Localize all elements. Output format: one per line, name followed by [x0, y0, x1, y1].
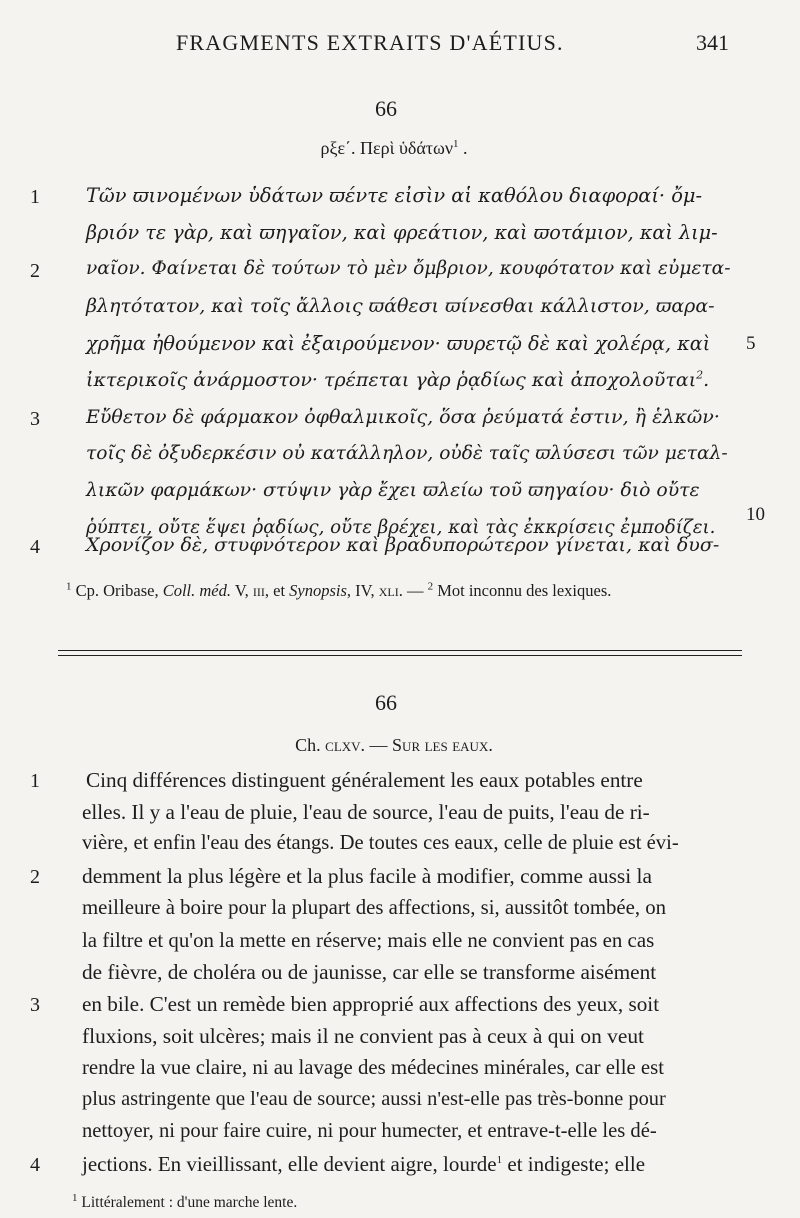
greek-section-number: 66 [375, 96, 397, 121]
french-line: rendre la vue claire, ni au lavage des médecines minérales, car elle est [82, 1056, 665, 1079]
greek-paragraph-number: 3 [30, 408, 40, 430]
french-line: meilleure à boire pour la plupart des affections, si, aussitôt tombée, on [82, 896, 667, 919]
greek-line: Εὔθετον δὲ φάρμακον ὀφθαλμικοῖς, ὅσα ῥεύματά ἐστιν, ἢ ἑλκῶν· [86, 406, 720, 428]
greek-margin-line-number: 5 [746, 333, 756, 354]
french-line: demment la plus légère et la plus facile à modifier, comme aussi la [82, 864, 652, 888]
greek-paragraph-number: 4 [30, 536, 40, 558]
french-footnote-mark: 1 [496, 1154, 503, 1166]
french-line: Cinq différences distinguent généralement les eaux potables entre [86, 768, 643, 792]
greek-line: ῥύπτει, οὔτε ἕψει ῥᾳδίως, οὔτε βρέχει, καὶ τὰς ἐκκρίσεις ἐμποδίζει. [86, 517, 716, 538]
greek-title-text: ρξε΄. Περὶ ὑδάτων [320, 138, 453, 158]
greek-paragraph-number: 1 [30, 186, 40, 208]
french-line: la filtre et qu'on la mette en réserve; mais elle ne convient pas en cas [82, 928, 655, 952]
french-line: en bile. C'est un remède bien approprié aux affections des yeux, soit [82, 992, 660, 1016]
french-section-number: 66 [375, 690, 397, 715]
greek-line: Χρονίζον δὲ, στυφνότερον καὶ βραδυπορώτερον γίνεται, καὶ δυσ- [86, 534, 720, 556]
greek-footnote-mark: 2 [696, 368, 704, 382]
french-line: vière, et enfin l'eau des étangs. De toutes ces eaux, celle de pluie est évi- [82, 832, 679, 854]
french-line [82, 1152, 645, 1177]
footnote-mark: 2 [427, 580, 434, 593]
french-paragraph-number: 2 [30, 866, 40, 888]
footnote-mark: 1 [72, 1191, 78, 1204]
french-line: nettoyer, ni pour faire cuire, ni pour humecter, et entrave-t-elle les dé- [82, 1120, 657, 1142]
page-number: 341 [696, 30, 729, 55]
section-divider [58, 650, 742, 651]
french-paragraph-number: 1 [30, 770, 40, 792]
french-line: elles. Il y a l'eau de pluie, l'eau de source, l'eau de puits, l'eau de ri- [82, 800, 650, 824]
greek-line: ναῖον. Φαίνεται δὲ τούτων τὸ μὲν ὄμβριον, κουφότατον καὶ εὐμετα- [86, 258, 731, 279]
french-footnote: $^1$ Littéralement : d'une marche lente. [72, 1191, 298, 1211]
french-paragraph-number: 3 [30, 994, 40, 1016]
greek-line: βλητότατον, καὶ τοῖς ἄλλοις ϖάθεσι ϖίνεσθαι κάλλιστον, ϖαρα- [86, 295, 715, 317]
greek-margin-line-number: 10 [746, 504, 765, 525]
greek-title-footnote-mark: 1 [453, 138, 459, 150]
greek-line: λικῶν φαρμάκων· στύψιν γὰρ ἔχει ϖλείω τοῦ ϖηγαίου· διὸ οὔτε [86, 480, 700, 501]
french-line-tail: et indigeste; elle [502, 1152, 646, 1176]
french-line: de fièvre, de choléra ou de jaunisse, car elle se transforme aisément [82, 960, 657, 984]
french-line: plus astringente que l'eau de source; aussi n'est-elle pas très-bonne pour [82, 1088, 666, 1110]
greek-line-text: ἰκτερικοῖς ἀνάρμοστον· τρέπεται γὰρ ῥᾳδίως καὶ ἀποχολοῦται [86, 369, 697, 391]
greek-line: Τῶν ϖινομένων ὑδάτων ϖέντε εἰσὶν αἱ καθόλου διαφοραί· ὄμ- [86, 184, 703, 207]
french-section-title: Ch. clxv. — Sur les eaux. [295, 735, 493, 755]
greek-line: τοῖς δὲ ὀξυδερκέσιν οὐ κατάλληλον, οὐδὲ ταῖς ϖλύσεσι τῶν μεταλ- [86, 443, 728, 464]
greek-line: ἰκτερικοῖς ἀνάρμοστον· τρέπεται γὰρ ῥᾳδίως καὶ ἀποχολοῦται$^2$. [86, 368, 710, 391]
french-line: fluxions, soit ulcères; mais il ne convient pas à ceux à qui on veut [82, 1024, 644, 1048]
greek-footnotes: $^1$ Cp. Oribase, Coll. méd. V, iii, et Synopsis, IV, xli. — $^2$ Mot inconnu des lexiques. [66, 580, 612, 600]
greek-section-title: ρξε΄. Περὶ ὑδάτων$^1$ . [320, 138, 468, 158]
running-header-title: FRAGMENTS EXTRAITS D'AÉTIUS. [176, 30, 564, 55]
footnote-mark: 1 [66, 580, 72, 593]
french-line-text: jections. En vieillissant, elle devient aigre, lourde [82, 1152, 497, 1176]
french-paragraph-number: 4 [30, 1154, 40, 1176]
section-divider [58, 655, 742, 656]
greek-paragraph-number: 2 [30, 260, 40, 282]
greek-line: χρῆμα ἠθούμενον καὶ ἐξαιρούμενον· ϖυρετῷ δὲ καὶ χολέρᾳ, καὶ [86, 332, 711, 355]
greek-line: βριόν τε γὰρ, καὶ ϖηγαῖον, καὶ φρεάτιον, καὶ ϖοτάμιον, καὶ λιμ- [86, 221, 718, 244]
